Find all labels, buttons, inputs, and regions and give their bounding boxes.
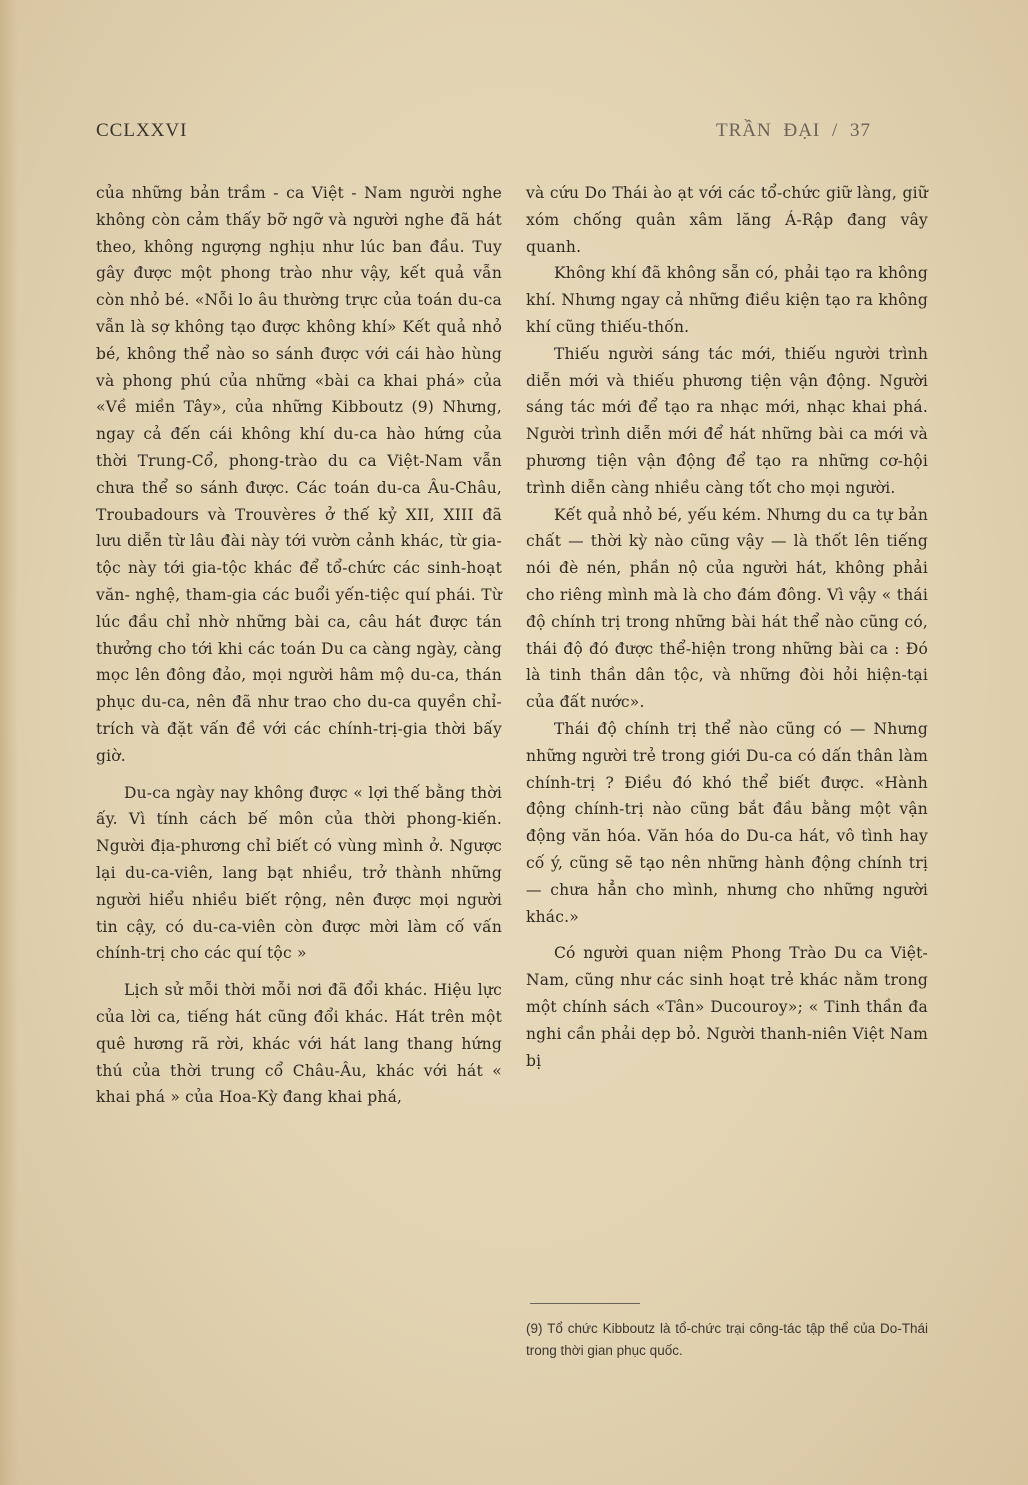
right-paragraph-5: Thái độ chính trị thể nào cũng có — Nhưng những người trẻ trong giới Du-ca có dấn thân làm chính-trị ? Điều đó khó thể biết được. «Hành động chính-trị nào cũng bắt đầu bằng một vận động văn hóa. Văn hóa do Du-ca hát, vô tình hay cố ý, cũng sẽ tạo nên những hành động chính trị — chưa hẳn cho mình, nhưng cho những người khác.» <box>526 719 928 926</box>
left-column <box>96 180 502 1111</box>
page-edge-shadow <box>0 0 18 1485</box>
page-header-right: TRẦN ĐẠI / 37 <box>716 120 872 141</box>
page-header-left: CCLXXVI <box>96 120 188 141</box>
left-paragraph-3: Lịch sử mỗi thời mỗi nơi đã đổi khác. Hiệu lực của lời ca, tiếng hát cũng đổi khác. Hát trên một quê hương rã rời, khác với hát lang thang hứng thú của thời trung cổ Châu-Âu, khác với hát « khai phá » của Hoa-Kỳ đang khai phá, <box>96 981 502 1107</box>
right-paragraph-2: Không khí đã không sẵn có, phải tạo ra không khí. Nhưng ngay cả những điều kiện tạo ra không khí cũng thiếu-thốn. <box>526 264 928 336</box>
right-paragraph-1: và cứu Do Thái ào ạt với các tổ-chức giữ làng, giữ xóm chống quân xâm lăng Á-Rập đang vây quanh. <box>526 184 928 256</box>
right-column <box>526 180 928 1074</box>
right-paragraph-3: Thiếu người sáng tác mới, thiếu người trình diễn mới và thiếu phương tiện vận động. Người sáng tác mới để tạo ra nhạc mới, nhạc khai phá. Người trình diễn mới để hát những bài ca mới và phương tiện vận động để tạo ra những cơ-hội trình diễn càng nhiều càng tốt cho mọi người. <box>526 344 928 497</box>
left-paragraph-1: của những bản trầm - ca Việt - Nam người nghe không còn cảm thấy bỡ ngỡ và người nghe đã hát theo, không ngượng nghịu như lúc ban đầu. Tuy gây được một phong trào như vậy, kết quả vẫn còn nhỏ bé. «Nỗi lo âu thường trực của toán du-ca vẫn là sợ không tạo được không khí» Kết quả nhỏ bé, không thể nào so sánh được với cái hào hùng và phong phú của những «bài ca khai phá» của «Về miền Tây», của những Kibboutz (9) Nhưng, ngay cả đến cái không khí du-ca hào hứng của thời Trung-Cổ, phong-trào du ca Việt-Nam vẫn chưa thể so sánh được. Các toán du-ca Âu-Châu, Troubadours và Trouvères ở thế kỷ XII, XIII đã lưu diễn từ lâu đài này tới vườn cảnh khác, từ gia-tộc này tới gia-tộc khác để tổ-chức các sinh-hoạt văn- nghệ, tham-gia các buổi yến-tiệc quí phái. Từ lúc đầu chỉ nhờ những bài ca, câu hát được tán thưởng cho tới khi các toán Du ca càng ngày, càng mọc lên đông đảo, mọi người hâm mộ du-ca, thán phục du-ca, nên đã như trao cho du-ca quyền chỉ-trích và đặt vấn đề với các chính-trị-gia thời bấy giờ. <box>96 184 502 765</box>
right-paragraph-6: Có người quan niệm Phong Trào Du ca Việt-Nam, cũng như các sinh hoạt trẻ khác nằm trong một chính sách «Tân» Ducouroy»; « Tinh thần đa nghi cần phải dẹp bỏ. Người thanh-niên Việt Nam bị <box>526 944 928 1070</box>
footnote-divider <box>530 1303 640 1304</box>
footnote: (9) Tổ chức Kibboutz là tổ-chức trại công-tác tập thể của Do-Thái trong thời gian phục quốc. <box>526 1321 928 1358</box>
left-paragraph-2: Du-ca ngày nay không được « lợi thế bằng thời ấy. Vì tính cách bế môn của thời phong-kiến. Người địa-phương chỉ biết có vùng mình ở. Ngược lại du-ca-viên, lang bạt nhiều, trở thành những người hiểu nhiều biết rộng, nên được mọi người tin cậy, có du-ca-viên còn được mời làm cố vấn chính-trị cho các quí tộc » <box>96 783 502 963</box>
right-paragraph-4: Kết quả nhỏ bé, yếu kém. Nhưng du ca tự bản chất — thời kỳ nào cũng vậy — là thốt lên tiếng nói đè nén, phần nộ của người hát, không phải cho riêng mình mà là cho đám đông. Vì vậy « thái độ chính trị trong những bài hát thể nào cũng có, thái độ đó được thể-hiện trong những bài ca : Đó là tinh thần dân tộc, và những đòi hỏi hiện-tại của đất nước». <box>526 505 928 712</box>
